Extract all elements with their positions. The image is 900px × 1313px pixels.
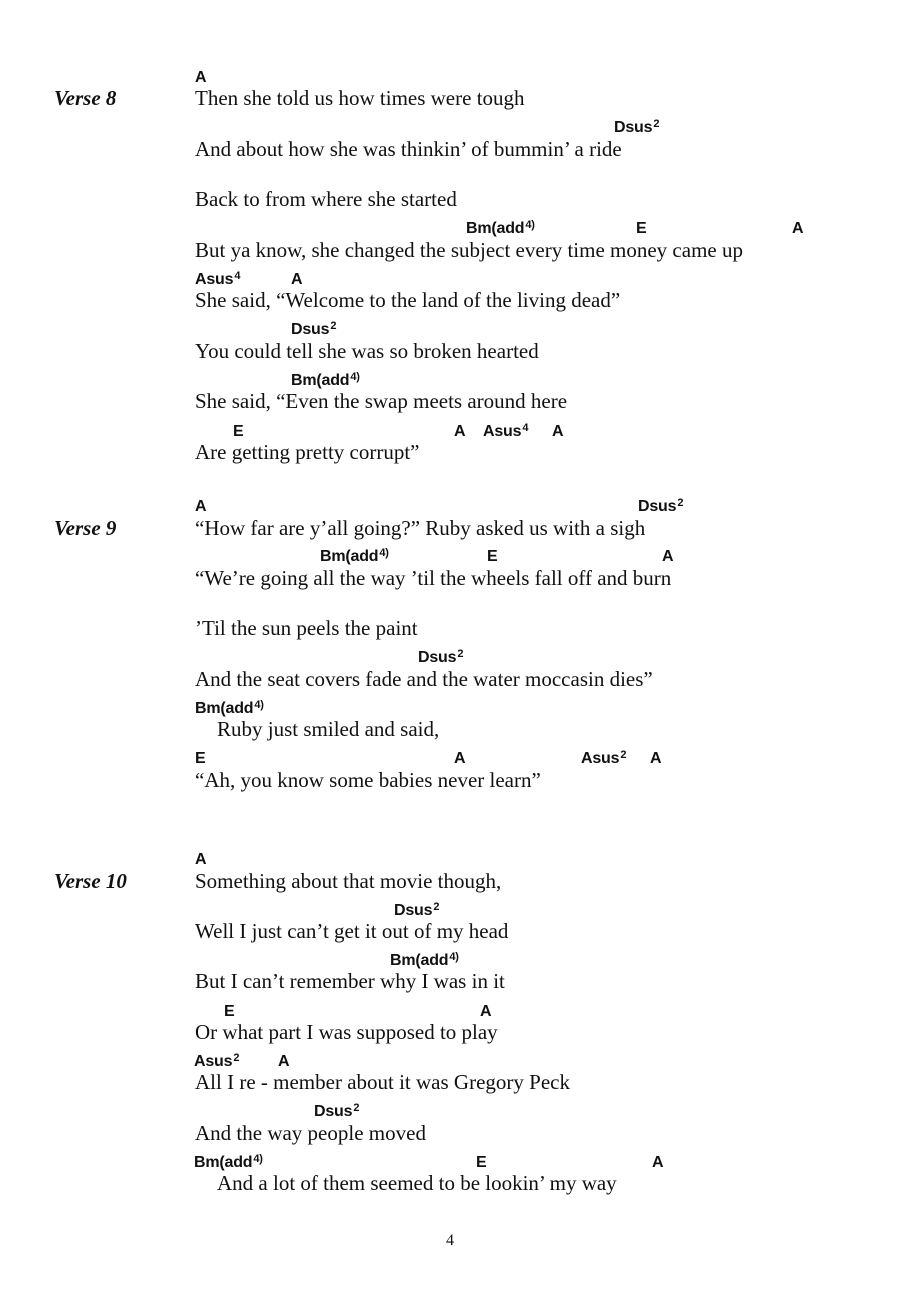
lyric-line: Well I just can’t get it out of my head xyxy=(195,919,509,943)
chord: A xyxy=(291,271,303,288)
chord: Asus$^2$ xyxy=(194,1052,240,1070)
chord: A xyxy=(195,69,207,86)
verse-label: Verse 9 xyxy=(54,516,117,540)
chord: A xyxy=(552,423,564,440)
chord: Asus$^4$ xyxy=(483,422,529,440)
chord: Dsus$^2$ xyxy=(638,497,684,515)
chord: Dsus$^2$ xyxy=(291,320,337,338)
chord: Bm(add$^{4)}$ xyxy=(194,1153,263,1171)
lyric-line: Then she told us how times were tough xyxy=(195,86,525,110)
verse-label: Verse 8 xyxy=(54,86,117,110)
chord: Bm(add$^{4)}$ xyxy=(195,699,264,717)
chord: Dsus$^2$ xyxy=(614,118,660,136)
lyric-line: “How far are y’all going?” Ruby asked us with a sigh xyxy=(195,516,646,540)
lyric-line: All I re - member about it was Gregory Peck xyxy=(195,1070,570,1094)
lyric-line: Are getting pretty corrupt” xyxy=(195,440,420,464)
lyric-line: She said, “Welcome to the land of the living dead” xyxy=(195,288,621,312)
lyric-line: And the seat covers fade and the water moccasin dies” xyxy=(195,667,653,691)
verse-label: Verse 10 xyxy=(54,869,127,893)
chord: E xyxy=(636,220,647,237)
lyric-line: Back to from where she started xyxy=(195,187,457,211)
chord: Bm(add$^{4)}$ xyxy=(390,951,459,969)
lyric-line: “We’re going all the way ’til the wheels fall off and burn xyxy=(195,566,672,590)
lyric-line: And the way people moved xyxy=(195,1121,426,1145)
lyric-line: ’Til the sun peels the paint xyxy=(195,616,418,640)
lyric-line: You could tell she was so broken hearted xyxy=(195,339,539,363)
lyric-line: Or what part I was supposed to play xyxy=(195,1020,498,1044)
chord: Dsus$^2$ xyxy=(418,648,464,666)
chord: Dsus$^2$ xyxy=(314,1102,360,1120)
chord: A xyxy=(454,750,466,767)
chord: E xyxy=(233,423,244,440)
chord: Asus$^2$ xyxy=(581,749,627,767)
lyric-line: She said, “Even the swap meets around here xyxy=(195,389,568,413)
chord: A xyxy=(652,1154,664,1171)
chord: A xyxy=(195,851,207,868)
chord: Dsus$^2$ xyxy=(394,901,440,919)
lyric-line: But ya know, she changed the subject every time money came up xyxy=(195,238,743,262)
chord: A xyxy=(792,220,804,237)
chord: Asus$^4$ xyxy=(195,270,241,288)
chord: E xyxy=(487,548,498,565)
chord: Bm(add$^{4)}$ xyxy=(466,219,535,237)
page-number: 4 xyxy=(446,1232,454,1249)
chord: A xyxy=(650,750,662,767)
chord: E xyxy=(476,1154,487,1171)
chord: E xyxy=(224,1003,235,1020)
lyric-line: Ruby just smiled and said, xyxy=(217,717,440,741)
chord: A xyxy=(195,498,207,515)
chord: Bm(add$^{4)}$ xyxy=(320,547,389,565)
chord: E xyxy=(195,750,206,767)
chord: A xyxy=(454,423,466,440)
chord: A xyxy=(662,548,674,565)
chord: A xyxy=(480,1003,492,1020)
chord: Bm(add$^{4)}$ xyxy=(291,371,360,389)
lyric-line: And a lot of them seemed to be lookin’ my way xyxy=(217,1171,617,1195)
lyric-line: Something about that movie though, xyxy=(195,869,502,893)
lyric-line: And about how she was thinkin’ of bummin’ a ride xyxy=(195,137,622,161)
lyric-line: But I can’t remember why I was in it xyxy=(195,969,505,993)
chord: A xyxy=(278,1053,290,1070)
lyric-line: “Ah, you know some babies never learn” xyxy=(195,768,541,792)
